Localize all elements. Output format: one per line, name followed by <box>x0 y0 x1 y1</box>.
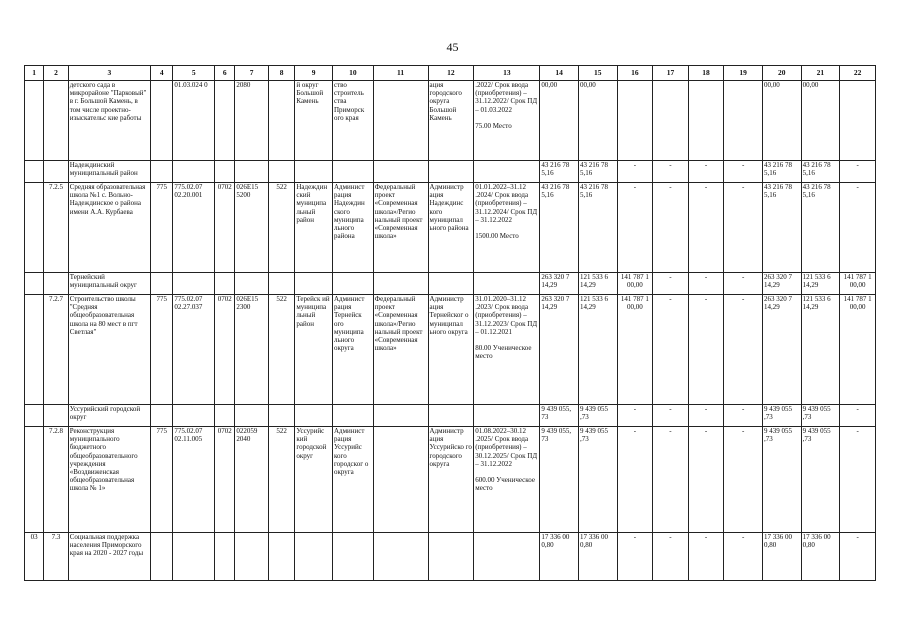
table-cell: 43 216 78 5,16 <box>762 183 801 273</box>
table-cell: 17 336 00 0,80 <box>540 533 579 581</box>
table-cell: - <box>724 427 763 533</box>
header-cell: 22 <box>840 66 876 81</box>
table-cell: 9 439 055 ,73 <box>578 405 617 427</box>
table-cell <box>268 81 294 161</box>
table-cell: 121 533 6 14,29 <box>578 295 617 405</box>
header-cell: 17 <box>653 66 689 81</box>
table-cell <box>332 405 373 427</box>
table-cell: 01.01.2022–31.12 .2024/ Срок ввода (приобретения) – 31.12.2024/ Срок ПД – 31.12.2022 1500.00 Место <box>474 183 540 273</box>
header-cell: 4 <box>151 66 173 81</box>
header-cell: 21 <box>801 66 840 81</box>
table-cell: - <box>688 273 724 295</box>
table-cell: 121 533 6 14,29 <box>578 273 617 295</box>
table-cell: 263 320 7 14,29 <box>762 295 801 405</box>
table-cell: - <box>724 161 763 183</box>
table-cell: - <box>688 183 724 273</box>
table-cell: 9 439 055 ,73 <box>578 427 617 533</box>
table-cell: 141 787 1 00,00 <box>617 295 653 405</box>
table-cell <box>617 81 653 161</box>
table-cell <box>44 81 68 161</box>
table-row <box>25 81 876 161</box>
header-cell: 20 <box>762 66 801 81</box>
table-cell: 01.03.024 0 <box>173 81 215 161</box>
table-cell <box>25 81 44 161</box>
table-cell <box>332 161 373 183</box>
table-cell: Тернейский муниципальный округ <box>68 273 150 295</box>
table-cell <box>25 295 44 405</box>
table-cell <box>151 273 173 295</box>
table-cell <box>215 161 235 183</box>
header-cell: 6 <box>215 66 235 81</box>
table-cell: 263 320 7 14,29 <box>540 295 579 405</box>
table-cell: 522 <box>268 427 294 533</box>
table-cell: - <box>688 533 724 581</box>
table-cell: 43 216 78 5,16 <box>578 161 617 183</box>
table-cell: 141 787 1 00,00 <box>617 273 653 295</box>
table-cell: 43 216 78 5,16 <box>762 161 801 183</box>
table-cell <box>428 405 474 427</box>
table-cell <box>235 533 269 581</box>
table-cell <box>268 161 294 183</box>
table-cell <box>840 81 876 161</box>
table-cell: 2080 <box>235 81 269 161</box>
table-cell <box>373 273 428 295</box>
header-cell: 13 <box>474 66 540 81</box>
table-cell <box>25 183 44 273</box>
table-cell: 0702 <box>215 183 235 273</box>
table-row <box>25 533 876 581</box>
table-cell: 9 439 055 ,73 <box>801 427 840 533</box>
table-cell: 022059 2040 <box>235 427 269 533</box>
table-cell: 7.2.8 <box>44 427 68 533</box>
table-cell <box>428 161 474 183</box>
table-cell: Социальная поддержка населения Приморского края на 2020 - 2027 годы <box>68 533 150 581</box>
table-cell: - <box>653 183 689 273</box>
table-cell: й округ Большой Камень <box>295 81 333 161</box>
table-cell: - <box>688 161 724 183</box>
table-cell: 43 216 78 5,16 <box>801 161 840 183</box>
table-cell <box>428 273 474 295</box>
table-cell: 026E15 5200 <box>235 183 269 273</box>
header-cell: 10 <box>332 66 373 81</box>
table-cell: 9 439 055 ,73 <box>762 427 801 533</box>
table-cell <box>373 405 428 427</box>
table-cell <box>173 161 215 183</box>
table-cell: 7.2.7 <box>44 295 68 405</box>
table-cell: 7.2.5 <box>44 183 68 273</box>
table-cell: ство строитель ства Приморск ого края <box>332 81 373 161</box>
table-cell: 026E15 2300 <box>235 295 269 405</box>
table-cell <box>268 533 294 581</box>
table-cell <box>25 161 44 183</box>
table-cell: - <box>724 183 763 273</box>
table-cell: Администр ация Надеждинс кого муниципал ьного района <box>428 183 474 273</box>
table-cell <box>474 533 540 581</box>
table-cell <box>25 405 44 427</box>
header-cell: 8 <box>268 66 294 81</box>
table-cell <box>373 533 428 581</box>
table-cell: 03 <box>25 533 44 581</box>
table-cell: Уссурийс кий городской округ <box>295 427 333 533</box>
table-row <box>25 273 876 295</box>
table-cell <box>44 273 68 295</box>
table-cell <box>332 533 373 581</box>
table-cell <box>235 273 269 295</box>
table-cell <box>474 405 540 427</box>
table-row <box>25 161 876 183</box>
table-cell: 7.3 <box>44 533 68 581</box>
table-cell: - <box>840 427 876 533</box>
table-cell: Федеральный проект «Современная школа»/Регио нальный проект «Современная школа» <box>373 295 428 405</box>
table-cell <box>474 273 540 295</box>
table-cell <box>151 405 173 427</box>
header-cell: 3 <box>68 66 150 81</box>
table-cell: Терейск ий муниципа льный район <box>295 295 333 405</box>
table-cell <box>373 161 428 183</box>
table-cell: - <box>840 533 876 581</box>
table-cell: - <box>617 427 653 533</box>
table-cell <box>295 161 333 183</box>
table-cell: 00,00 <box>578 81 617 161</box>
table-cell: Надеждинский муниципальный район <box>68 161 150 183</box>
table-cell: 121 533 6 14,29 <box>801 273 840 295</box>
table-cell: детского сада в микрорайоне "Парковый" в г. Большой Камень, в том числе проектно-изыскательс кие работы <box>68 81 150 161</box>
header-cell: 9 <box>295 66 333 81</box>
table-cell: Админист рация Уссурийс кого городског о округа <box>332 427 373 533</box>
table-cell <box>295 405 333 427</box>
table-cell: - <box>653 405 689 427</box>
table-cell: - <box>688 427 724 533</box>
table-cell: - <box>724 405 763 427</box>
table-cell: 9 439 055, 73 <box>540 427 579 533</box>
table-row <box>25 295 876 405</box>
table-cell <box>235 161 269 183</box>
header-cell: 7 <box>235 66 269 81</box>
table-cell: - <box>840 183 876 273</box>
table-cell: - <box>724 295 763 405</box>
table-cell: 00,00 <box>801 81 840 161</box>
table-cell <box>474 161 540 183</box>
table-cell <box>151 81 173 161</box>
header-cell: 16 <box>617 66 653 81</box>
table-cell: Строительство школы "Средняя общеобразовательная школа на 80 мест в пгт Светлая" <box>68 295 150 405</box>
table-cell <box>235 405 269 427</box>
table-cell: 43 216 78 5,16 <box>801 183 840 273</box>
table-cell: Администр ация Тернейског о муниципал ьного округа <box>428 295 474 405</box>
table-cell: Реконструкция муниципального бюджетного общеобразовательного учреждения «Воздвиженская общеобразовательная школа № 1» <box>68 427 150 533</box>
table-cell <box>653 81 689 161</box>
table-cell: Средняя образовательная школа №1 с. Вольно-Надеждинское о района имени А.А. Курбаева <box>68 183 150 273</box>
table-cell: - <box>688 295 724 405</box>
table-cell: 522 <box>268 295 294 405</box>
header-cell: 14 <box>540 66 579 81</box>
table-cell: 141 787 1 00,00 <box>840 273 876 295</box>
table-cell: 0702 <box>215 427 235 533</box>
budget-table <box>24 65 876 581</box>
table-cell: Надеждин ский муниципа льный район <box>295 183 333 273</box>
table-cell: Админист рация Надеждин ского муниципа льного района <box>332 183 373 273</box>
header-cell: 15 <box>578 66 617 81</box>
table-cell <box>151 533 173 581</box>
table-cell <box>724 81 763 161</box>
table-cell <box>215 273 235 295</box>
table-cell: 775 <box>151 427 173 533</box>
table-cell: - <box>617 183 653 273</box>
table-cell: 775.02.07 02.27.037 <box>173 295 215 405</box>
table-cell <box>173 273 215 295</box>
table-cell <box>215 533 235 581</box>
table-cell: 17 336 00 0,80 <box>801 533 840 581</box>
table-cell <box>295 533 333 581</box>
table-cell: Уссурийский городской округ <box>68 405 150 427</box>
header-cell: 2 <box>44 66 68 81</box>
table-cell <box>25 273 44 295</box>
table-cell: 522 <box>268 183 294 273</box>
header-cell: 11 <box>373 66 428 81</box>
table-cell <box>25 427 44 533</box>
table-cell: - <box>653 427 689 533</box>
table-cell: - <box>653 295 689 405</box>
table-row <box>25 427 876 533</box>
table-cell <box>428 533 474 581</box>
table-cell: 263 320 7 14,29 <box>540 273 579 295</box>
table-cell: 43 216 78 5,16 <box>540 183 579 273</box>
table-cell: - <box>653 533 689 581</box>
table-cell: - <box>617 405 653 427</box>
header-cell: 19 <box>724 66 763 81</box>
table-cell: 263 320 7 14,29 <box>762 273 801 295</box>
table-cell <box>173 405 215 427</box>
table-cell <box>688 81 724 161</box>
table-cell: 17 336 00 0,80 <box>578 533 617 581</box>
table-cell: 00,00 <box>762 81 801 161</box>
table-cell: 775.02.07 02.11.005 <box>173 427 215 533</box>
table-cell: Федеральный проект «Современная школа»/Регио нальный проект «Современная школа» <box>373 183 428 273</box>
table-cell <box>173 533 215 581</box>
table-cell: 43 216 78 5,16 <box>578 183 617 273</box>
table-cell: - <box>840 161 876 183</box>
table-cell: 17 336 00 0,80 <box>762 533 801 581</box>
table-cell: 121 533 6 14,29 <box>801 295 840 405</box>
table-cell: 0702 <box>215 295 235 405</box>
table-cell: 141 787 1 00,00 <box>840 295 876 405</box>
header-cell: 12 <box>428 66 474 81</box>
table-cell: - <box>653 161 689 183</box>
table-cell <box>44 161 68 183</box>
page-number: 45 <box>446 40 459 54</box>
header-cell: 1 <box>25 66 44 81</box>
table-cell: 775 <box>151 183 173 273</box>
header-cell: 18 <box>688 66 724 81</box>
table-cell <box>44 405 68 427</box>
table-cell: 43 216 78 5,16 <box>540 161 579 183</box>
table-cell: 9 439 055 ,73 <box>762 405 801 427</box>
table-cell: 31.01.2020–31.12 .2023/ Срок ввода (приобретения) – 31.12.2023/ Срок ПД – 01.12.2021 80.00 Ученическое место <box>474 295 540 405</box>
table-cell: - <box>688 405 724 427</box>
table-cell <box>268 405 294 427</box>
table-cell <box>373 427 428 533</box>
table-row <box>25 405 876 427</box>
table-cell: 9 439 055 ,73 <box>801 405 840 427</box>
table-cell: - <box>617 161 653 183</box>
table-cell <box>215 81 235 161</box>
table-cell: ация городского округа Большой Камень <box>428 81 474 161</box>
table-cell: - <box>840 405 876 427</box>
table-row <box>25 183 876 273</box>
table-cell: - <box>653 273 689 295</box>
table-cell <box>373 81 428 161</box>
table-cell: 00,00 <box>540 81 579 161</box>
table-cell <box>295 273 333 295</box>
table-cell <box>268 273 294 295</box>
table-cell: Админист рация Тернейск ого муниципа льного округа <box>332 295 373 405</box>
header-cell: 5 <box>173 66 215 81</box>
table-cell: 775.02.07 02.20.001 <box>173 183 215 273</box>
table-cell: - <box>617 533 653 581</box>
table-cell <box>215 405 235 427</box>
table-cell: - <box>724 533 763 581</box>
table-cell: .2022/ Срок ввода (приобретения) – 31.12.2022/ Срок ПД – 01.03.2022 75.00 Место <box>474 81 540 161</box>
table-cell: Администр ация Уссурийско го городского округа <box>428 427 474 533</box>
table-cell: 01.08.2022–30.12 .2025/ Срок ввода (приобретения) – 30.12.2025/ Срок ПД – 31.12.2022 600.00 Ученическое место <box>474 427 540 533</box>
table-cell <box>151 161 173 183</box>
table-cell: - <box>724 273 763 295</box>
table-cell: 9 439 055, 73 <box>540 405 579 427</box>
table-cell <box>332 273 373 295</box>
table-cell: 775 <box>151 295 173 405</box>
header-row <box>25 66 876 81</box>
